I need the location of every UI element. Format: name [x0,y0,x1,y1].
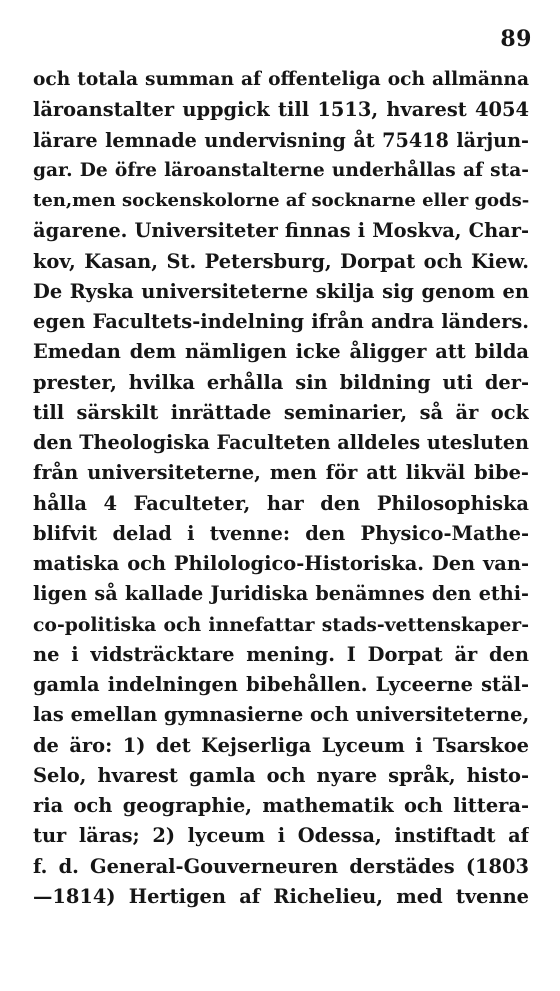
text-line: Selo, hvarest gamla och nyare språk, histo- [33,763,529,787]
text-line: blifvit delad i tvenne: den Physico-Mathe- [33,521,529,545]
text-line: ne i vidsträcktare mening. I Dorpat är den [33,642,529,666]
text-line: las emellan gymnasierne och universiteterne, [33,703,529,727]
text-line: lärare lemnade undervisning åt 75418 lärjun- [33,128,529,152]
text-line: kov, Kasan, St. Petersburg, Dorpat och Kiew. [33,249,529,273]
text-line: hålla 4 Faculteter, har den Philosophiska [33,491,529,515]
text-line: —1814) Hertigen af Richelieu, med tvenne [33,884,529,908]
text-line: ägarene. Universiteter finnas i Moskva, Char- [33,219,529,243]
text-line: ria och geographie, mathematik och littera- [33,794,529,817]
text-line: De Ryska universiteterne skilja sig genom en [33,279,529,303]
text-line: läroanstalter uppgick till 1513, hvarest 4054 [33,98,529,122]
text-line: co-politiska och innefattar stads-vettenskaper- [33,613,529,636]
text-line: från universiteterne, men för att likväl bibe- [33,461,529,485]
text-line: egen Facultets-indelning ifrån andra länders. [33,310,529,333]
text-line: gar. De öfre läroanstalterne underhållas af sta- [33,159,529,181]
text-line: ten,men sockenskolorne af socknarne eller gods- [33,190,529,211]
text-line: den Theologiska Faculteten alldeles utesluten [33,431,529,454]
text-line: matiska och Philologico-Historiska. Den van- [33,552,529,575]
text-line: och totala summan af offenteliga och allmänna [33,69,529,90]
text-line: f. d. General-Gouverneuren derstädes (1803 [33,854,529,878]
text-line: prester, hvilka erhålla sin bildning uti der- [33,370,529,394]
text-line: Emedan dem nämligen icke åligger att bilda [33,340,529,364]
body-text [33,65,529,912]
text-line: de äro: 1) det Kejserliga Lyceum i Tsarskoe [33,733,529,757]
text-line: ligen så kallade Juridiska benämnes den ethi- [33,582,529,606]
text-line: till särskilt inrättade seminarier, så är ock [33,400,529,424]
text-line: tur läras; 2) lyceum i Odessa, instiftadt af [33,824,529,848]
text-line: gamla indelningen bibehållen. Lyceerne stäl- [33,673,529,696]
page-number: 89 [500,26,532,52]
